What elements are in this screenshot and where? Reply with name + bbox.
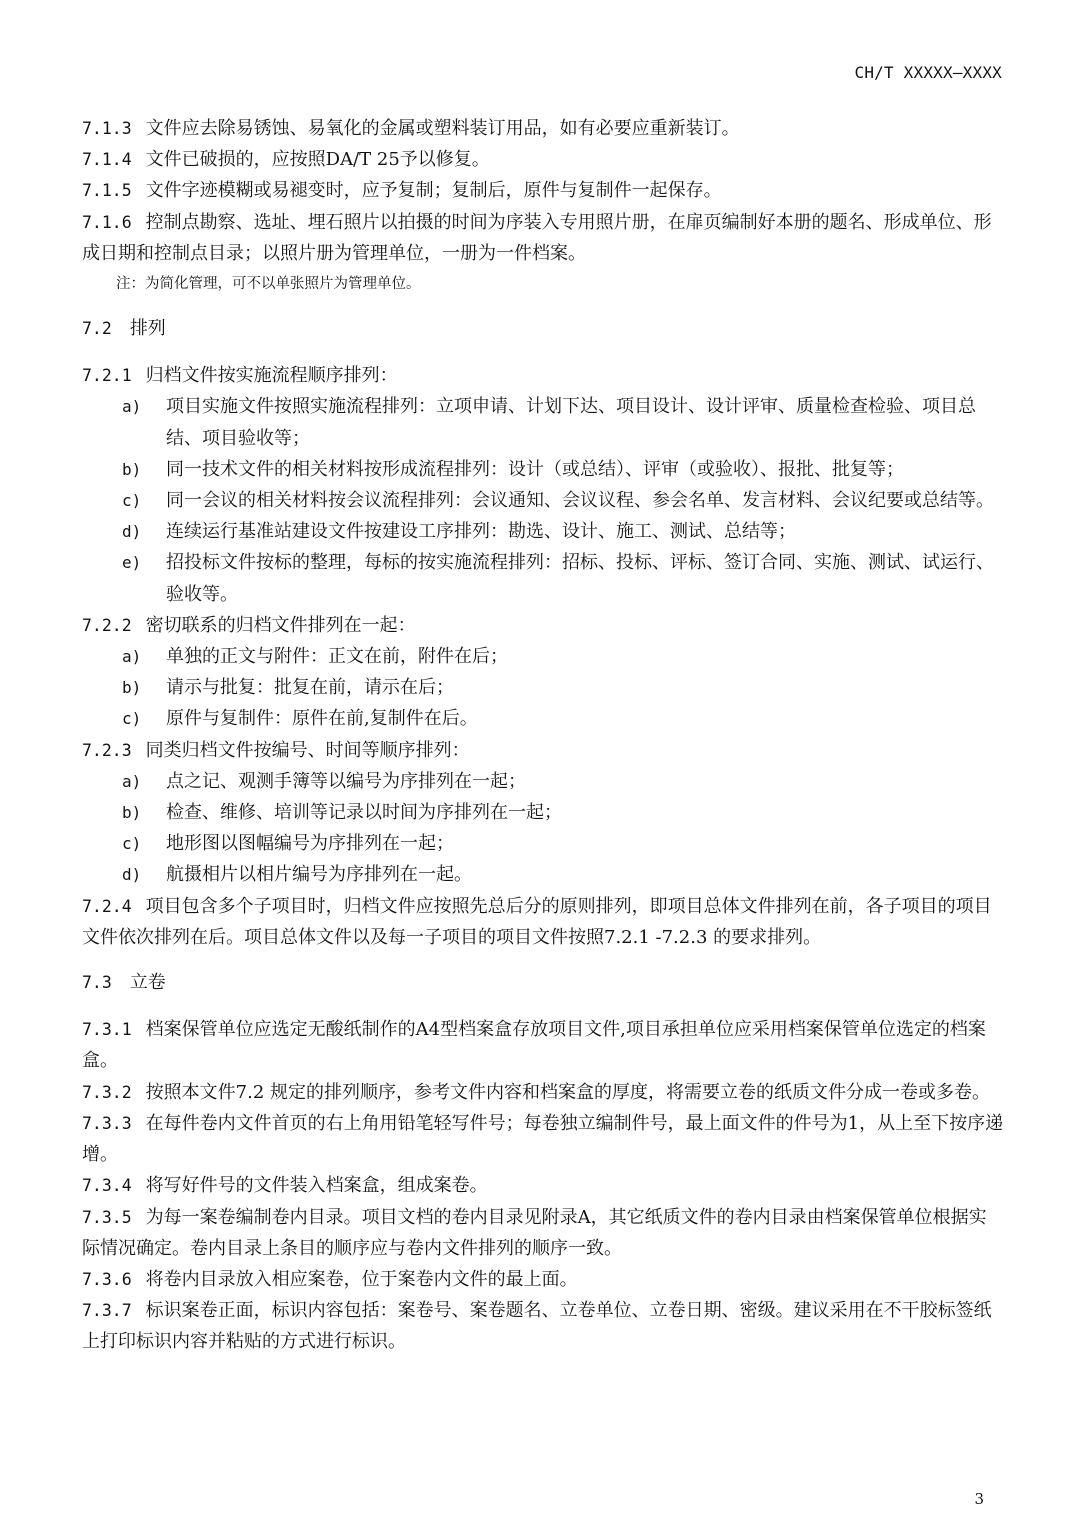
standard-code: CH/T XXXXX—XXXX [854, 63, 1002, 82]
clause-text: 按照本文件7.2 规定的排列顺序，参考文件内容和档案盒的厚度，将需要立卷的纸质文件分成一卷或多卷。 [145, 1081, 991, 1103]
item-letter: b) [122, 459, 142, 479]
list-item [82, 766, 1004, 797]
clause-text: 文件已破损的，应按照DA/T 25予以修复。 [145, 149, 490, 171]
clause-number: 7.1.5 [82, 181, 132, 201]
document-body [82, 113, 1004, 1358]
clause-7-2-1 [82, 360, 1004, 391]
clause-7-1-3 [82, 113, 1004, 144]
note: 注：为简化管理，可不以单张照片为管理单位。 [116, 276, 421, 293]
item-text: 同一技术文件的相关材料按形成流程排列：设计（或总结）、评审（或验收）、报批、批复等； [166, 458, 904, 480]
list-item [82, 797, 1004, 828]
clause-7-3-3 [82, 1108, 1004, 1170]
list-item [82, 547, 1004, 609]
item-text: 连续运行基准站建设文件按建设工序排列：勘选、设计、施工、测试、总结等； [166, 521, 796, 543]
item-text: 同一会议的相关材料按会议流程排列：会议通知、会议议程、参会名单、发言材料、会议纪要或总结等。 [166, 490, 994, 512]
list-item [82, 516, 1004, 547]
clause-7-3-2 [82, 1077, 1004, 1108]
item-letter: d) [122, 865, 142, 885]
item-text: 原件与复制件：原件在前,复制件在后。 [166, 708, 478, 730]
clause-text: 同类归档文件按编号、时间等顺序排列： [145, 739, 470, 761]
clause-7-2-4 [82, 891, 1004, 953]
clause-text: 为每一案卷编制卷内目录。项目文档的卷内目录见附录A，其它纸质文件的卷内目录由档案保管单位根据实际情况确定。卷内目录上条目的顺序应与卷内文件排列的顺序一致。 [82, 1206, 987, 1259]
clause-number: 7.3.1 [82, 1020, 132, 1040]
item-text: 单独的正文与附件：正文在前，附件在后； [166, 646, 508, 668]
section-heading-7-3 [82, 967, 1004, 998]
list-item [82, 672, 1004, 703]
clause-7-1-5 [82, 175, 1004, 206]
clause-number: 7.3.3 [82, 1113, 132, 1133]
item-letter: c) [122, 834, 142, 854]
list-item [82, 485, 1004, 516]
clause-7-2-2 [82, 610, 1004, 641]
item-text: 请示与批复：批复在前，请示在后； [166, 677, 454, 699]
list-item [82, 703, 1004, 734]
clause-7-3-5 [82, 1202, 1004, 1264]
item-letter: b) [122, 803, 142, 823]
clause-text: 标识案卷正面，标识内容包括：案卷号、案卷题名、立卷单位、立卷日期、密级。建议采用在不干胶标签纸上打印标识内容并粘贴的方式进行标识。 [82, 1300, 992, 1353]
clause-number: 7.3.2 [82, 1082, 132, 1102]
item-letter: a) [122, 397, 142, 417]
clause-number: 7.3.6 [82, 1269, 132, 1289]
clause-number: 7.3.5 [82, 1207, 132, 1227]
item-text: 点之记、观测手簿等以编号为序排列在一起； [166, 770, 526, 792]
clause-text: 控制点勘察、选址、埋石照片以拍摄的时间为序装入专用照片册，在扉页编制好本册的题名、形成单位、形成日期和控制点目录；以照片册为管理单位，一册为一件档案。 [82, 211, 992, 264]
item-letter: a) [122, 647, 142, 667]
clause-text: 文件字迹模糊或易褪变时，应予复制；复制后，原件与复制件一起保存。 [145, 180, 722, 202]
clause-7-3-7 [82, 1295, 1004, 1357]
list-item [82, 828, 1004, 859]
clause-number: 7.2.4 [82, 896, 132, 916]
clause-text: 文件应去除易锈蚀、易氧化的金属或塑料装订用品，如有必要应重新装订。 [145, 118, 740, 139]
item-letter: d) [122, 522, 142, 542]
item-text: 航摄相片以相片编号为序排列在一起。 [166, 864, 472, 886]
list-item [82, 454, 1004, 485]
clause-7-3-4 [82, 1170, 1004, 1201]
clause-number: 7.1.4 [82, 150, 132, 170]
clause-number: 7.3.4 [82, 1176, 132, 1196]
clause-number: 7.1.6 [82, 212, 132, 232]
section-title: 排列 [129, 318, 166, 340]
list-item [82, 391, 1004, 453]
item-text: 检查、维修、培训等记录以时间为序排列在一起； [166, 802, 562, 824]
clause-number: 7.3.7 [82, 1301, 132, 1321]
item-text: 地形图以图幅编号为序排列在一起； [166, 833, 454, 855]
clause-number: 7.1.3 [82, 119, 132, 138]
section-number: 7.2 [82, 319, 112, 339]
page-number: 3 [974, 1490, 984, 1508]
clause-text: 将写好件号的文件装入档案盒，组成案卷。 [145, 1175, 488, 1197]
clause-7-2-3 [82, 735, 1004, 766]
list-item [82, 859, 1004, 890]
section-title: 立卷 [129, 972, 166, 994]
item-letter: e) [122, 553, 142, 573]
clause-text: 归档文件按实施流程顺序排列： [145, 365, 398, 387]
clause-number: 7.2.3 [82, 740, 132, 760]
clause-7-3-6 [82, 1264, 1004, 1295]
clause-number: 7.2.2 [82, 615, 132, 635]
clause-number: 7.2.1 [82, 366, 132, 386]
item-letter: a) [122, 771, 142, 791]
clause-7-3-1 [82, 1014, 1004, 1076]
clause-text: 密切联系的归档文件排列在一起： [145, 614, 416, 636]
clause-text: 档案保管单位应选定无酸纸制作的A4型档案盒存放项目文件,项目承担单位应采用档案保管单位选定的档案盒。 [82, 1019, 986, 1072]
clause-7-1-4 [82, 144, 1004, 175]
item-text: 项目实施文件按照实施流程排列：立项申请、计划下达、项目设计、设计评审、质量检查检验、项目总结、项目验收等； [166, 396, 976, 449]
clause-text: 在每件卷内文件首页的右上角用铅笔轻写件号；每卷独立编制件号，最上面文件的件号为1，从上至下按序递增。 [82, 1112, 1004, 1166]
list-item [82, 641, 1004, 672]
clause-7-1-6 [82, 207, 1004, 269]
item-text: 招投标文件按标的整理，每标的按实施流程排列：招标、投标、评标、签订合同、实施、测试、试运行、验收等。 [166, 552, 994, 605]
item-letter: c) [122, 709, 142, 729]
item-letter: c) [122, 491, 142, 511]
item-letter: b) [122, 678, 142, 698]
section-number: 7.3 [82, 973, 112, 993]
clause-text: 项目包含多个子项目时，归档文件应按照先总后分的原则排列，即项目总体文件排列在前，各子项目的项目文件依次排列在后。项目总体文件以及每一子项目的项目文件按照7.2.1 -7.2.3 的要求排列。 [82, 895, 992, 948]
section-heading-7-2 [82, 313, 1004, 344]
clause-text: 将卷内目录放入相应案卷，位于案卷内文件的最上面。 [145, 1268, 578, 1290]
